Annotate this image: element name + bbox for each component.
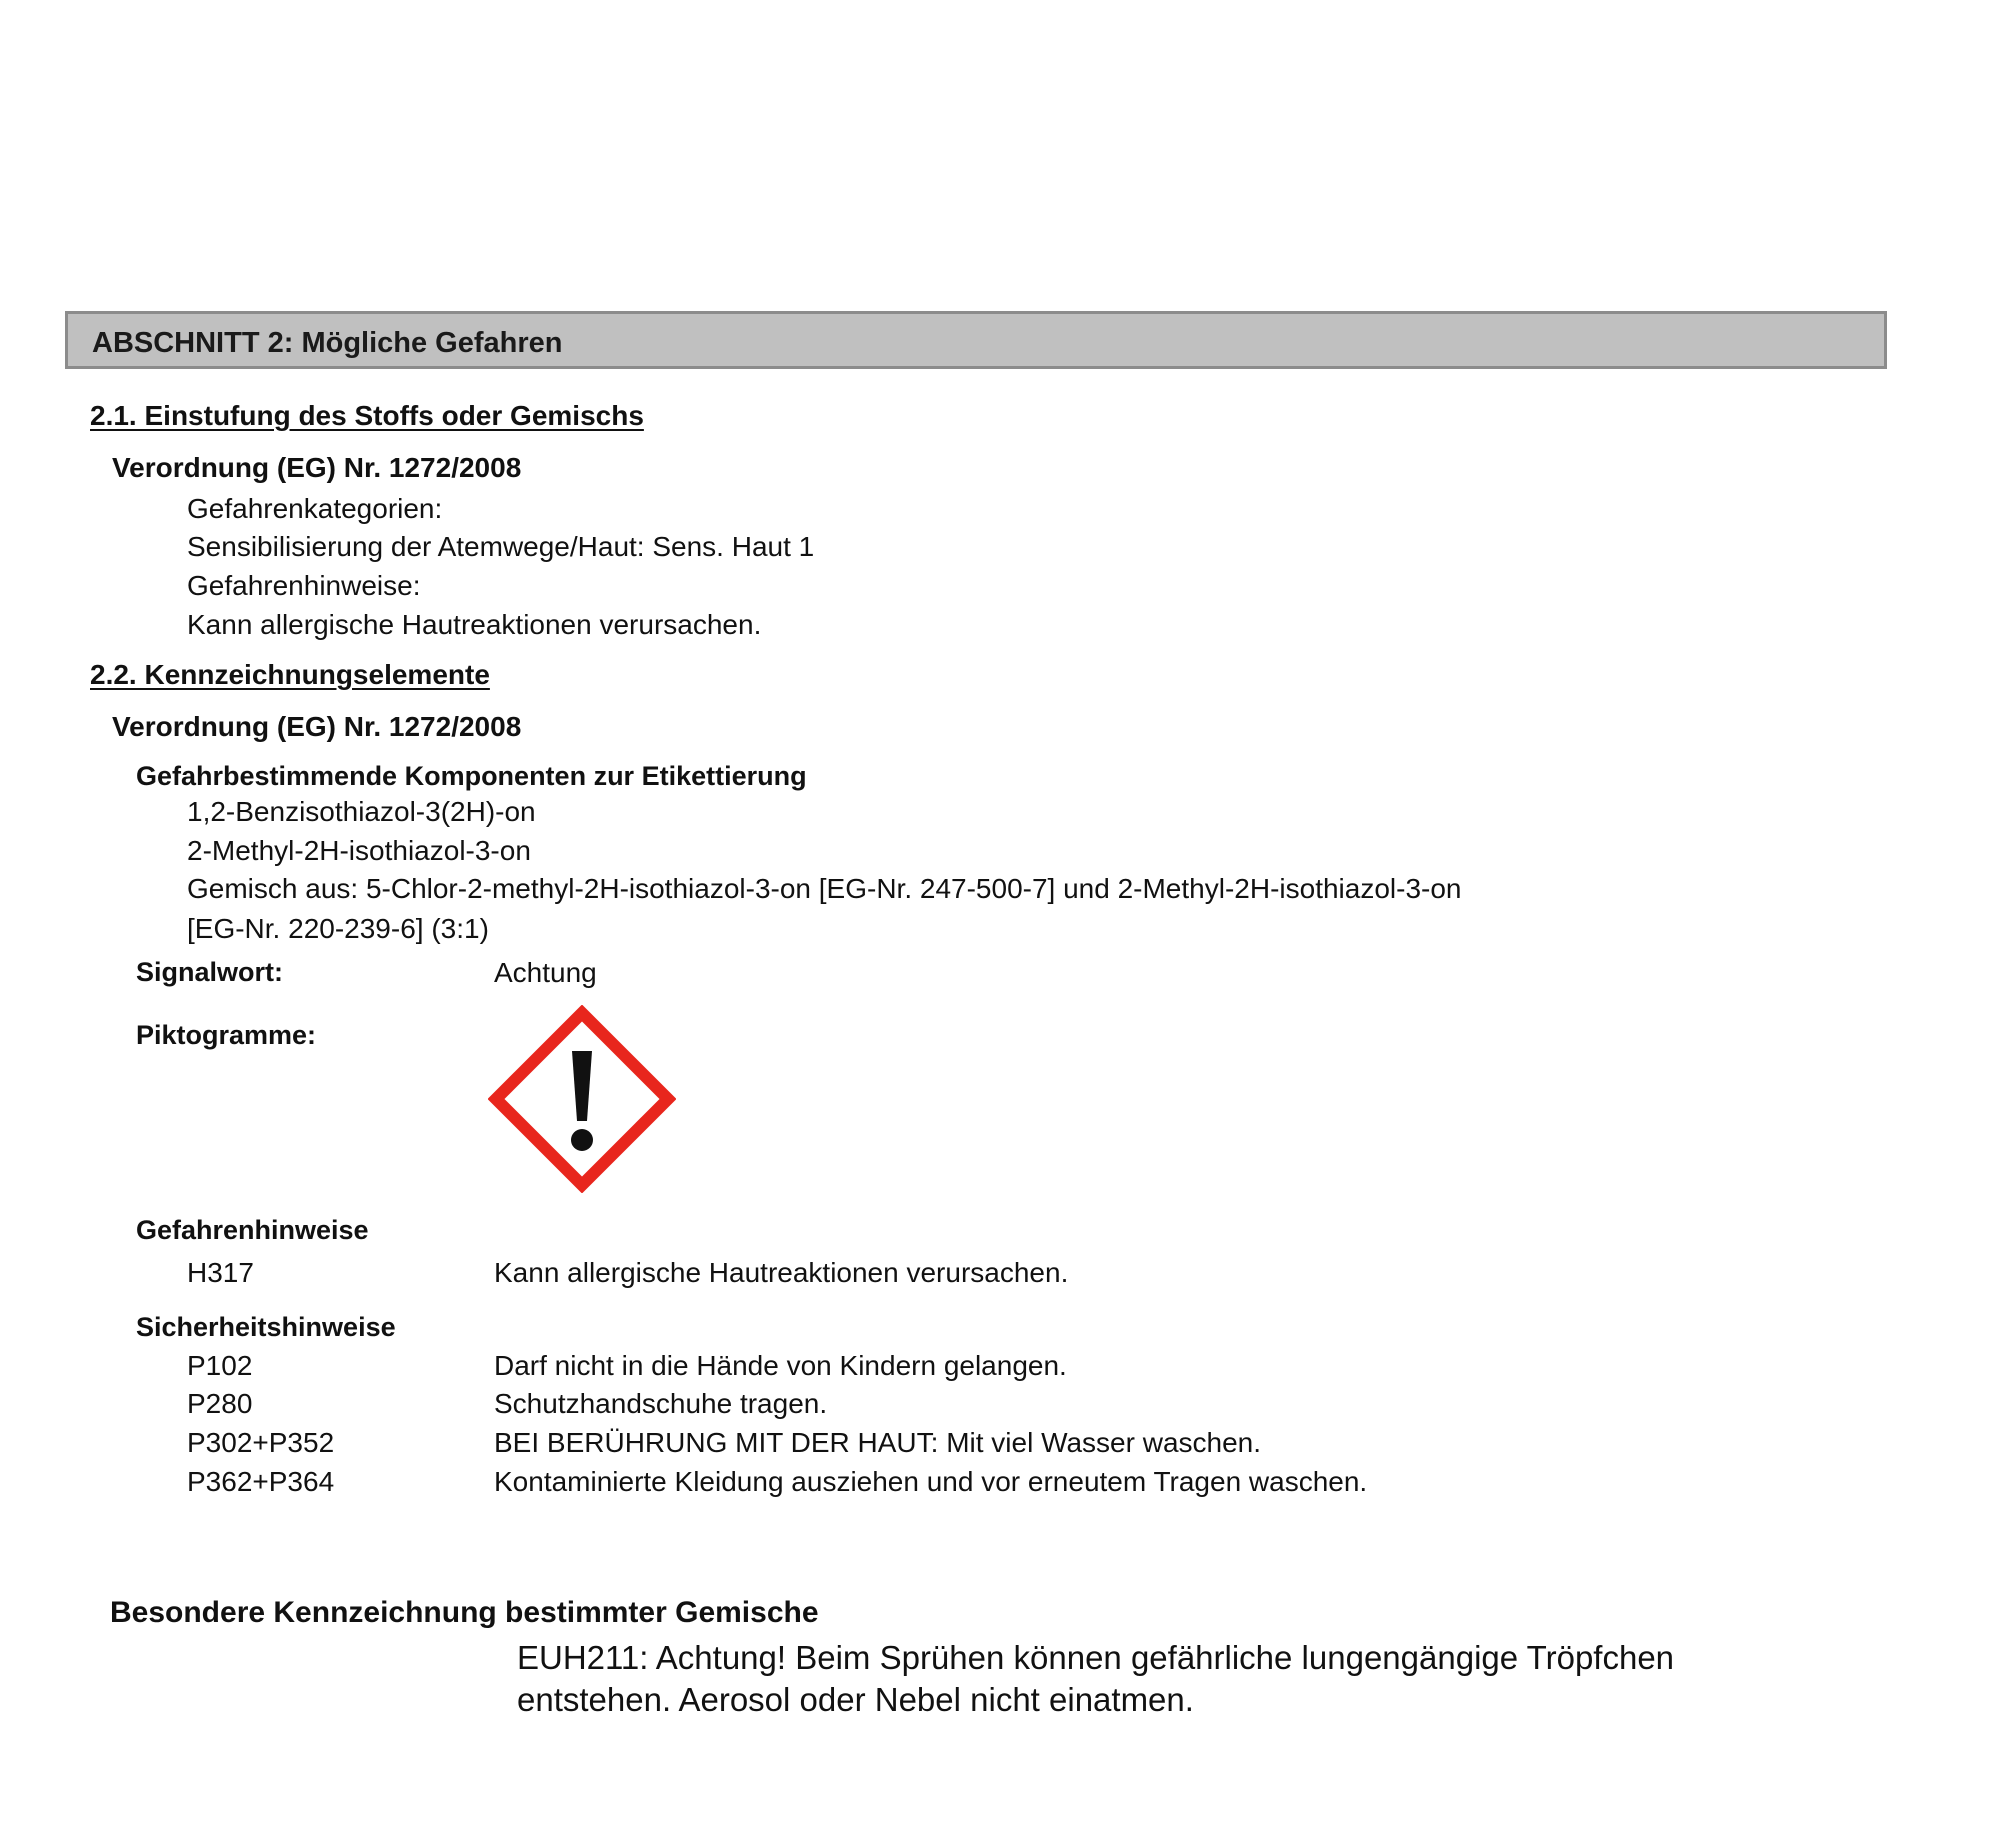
signal-word-value: Achtung xyxy=(494,957,597,988)
hazard-statements-heading: Gefahrenhinweise xyxy=(136,1215,369,1245)
components-heading: Gefahrbestimmende Komponenten zur Etikettierung xyxy=(136,761,807,791)
precaution-text: Darf nicht in die Hände von Kindern gelangen. xyxy=(494,1350,1067,1381)
section-header-bar xyxy=(65,311,1887,369)
regulation-label-2-1: Verordnung (EG) Nr. 1272/2008 xyxy=(112,452,522,483)
component-item: 2-Methyl-2H-isothiazol-3-on xyxy=(187,835,531,866)
precaution-code: P302+P352 xyxy=(187,1427,335,1458)
signal-word-label: Signalwort: xyxy=(136,957,283,987)
subsection-heading-2-1: 2.1. Einstufung des Stoffs oder Gemischs xyxy=(90,400,644,431)
subsection-heading-2-2: 2.2. Kennzeichnungselemente xyxy=(90,659,490,690)
precaution-code: P362+P364 xyxy=(187,1466,335,1497)
hazard-code: H317 xyxy=(187,1257,254,1288)
component-item: 1,2-Benzisothiazol-3(2H)-on xyxy=(187,796,536,827)
precaution-text: Schutzhandschuhe tragen. xyxy=(494,1388,828,1419)
section-title: ABSCHNITT 2: Mögliche Gefahren xyxy=(92,327,563,359)
special-labelling-heading: Besondere Kennzeichnung bestimmter Gemische xyxy=(110,1596,819,1629)
pictograms-label: Piktogramme: xyxy=(136,1020,317,1050)
component-item: Gemisch aus: 5-Chlor-2-methyl-2H-isothiazol-3-on [EG-Nr. 247-500-7] und 2-Methyl-2H-isothiazol-3-on xyxy=(187,873,1462,904)
hazard-statement-value-2-1: Kann allergische Hautreaktionen verursachen. xyxy=(187,609,762,640)
precaution-text: Kontaminierte Kleidung ausziehen und vor erneutem Tragen waschen. xyxy=(494,1466,1368,1497)
hazard-categories-label: Gefahrenkategorien: xyxy=(187,493,443,524)
exclamation-mark-hazard-icon xyxy=(488,1005,676,1193)
precaution-code: P280 xyxy=(187,1388,253,1419)
hazard-category-value: Sensibilisierung der Atemwege/Haut: Sens. Haut 1 xyxy=(187,531,815,562)
euh211-line: entstehen. Aerosol oder Nebel nicht einatmen. xyxy=(517,1681,1194,1718)
euh211-line: EUH211: Achtung! Beim Sprühen können gefährliche lungengängige Tröpfchen xyxy=(517,1639,1675,1676)
regulation-label-2-2: Verordnung (EG) Nr. 1272/2008 xyxy=(112,711,522,742)
component-item: [EG-Nr. 220-239-6] (3:1) xyxy=(187,913,489,944)
precaution-code: P102 xyxy=(187,1350,253,1381)
hazard-text: Kann allergische Hautreaktionen verursachen. xyxy=(494,1257,1069,1288)
precaution-text: BEI BERÜHRUNG MIT DER HAUT: Mit viel Wasser waschen. xyxy=(494,1427,1262,1458)
hazard-statements-label-2-1: Gefahrenhinweise: xyxy=(187,570,421,601)
precautionary-statements-heading: Sicherheitshinweise xyxy=(136,1312,396,1342)
